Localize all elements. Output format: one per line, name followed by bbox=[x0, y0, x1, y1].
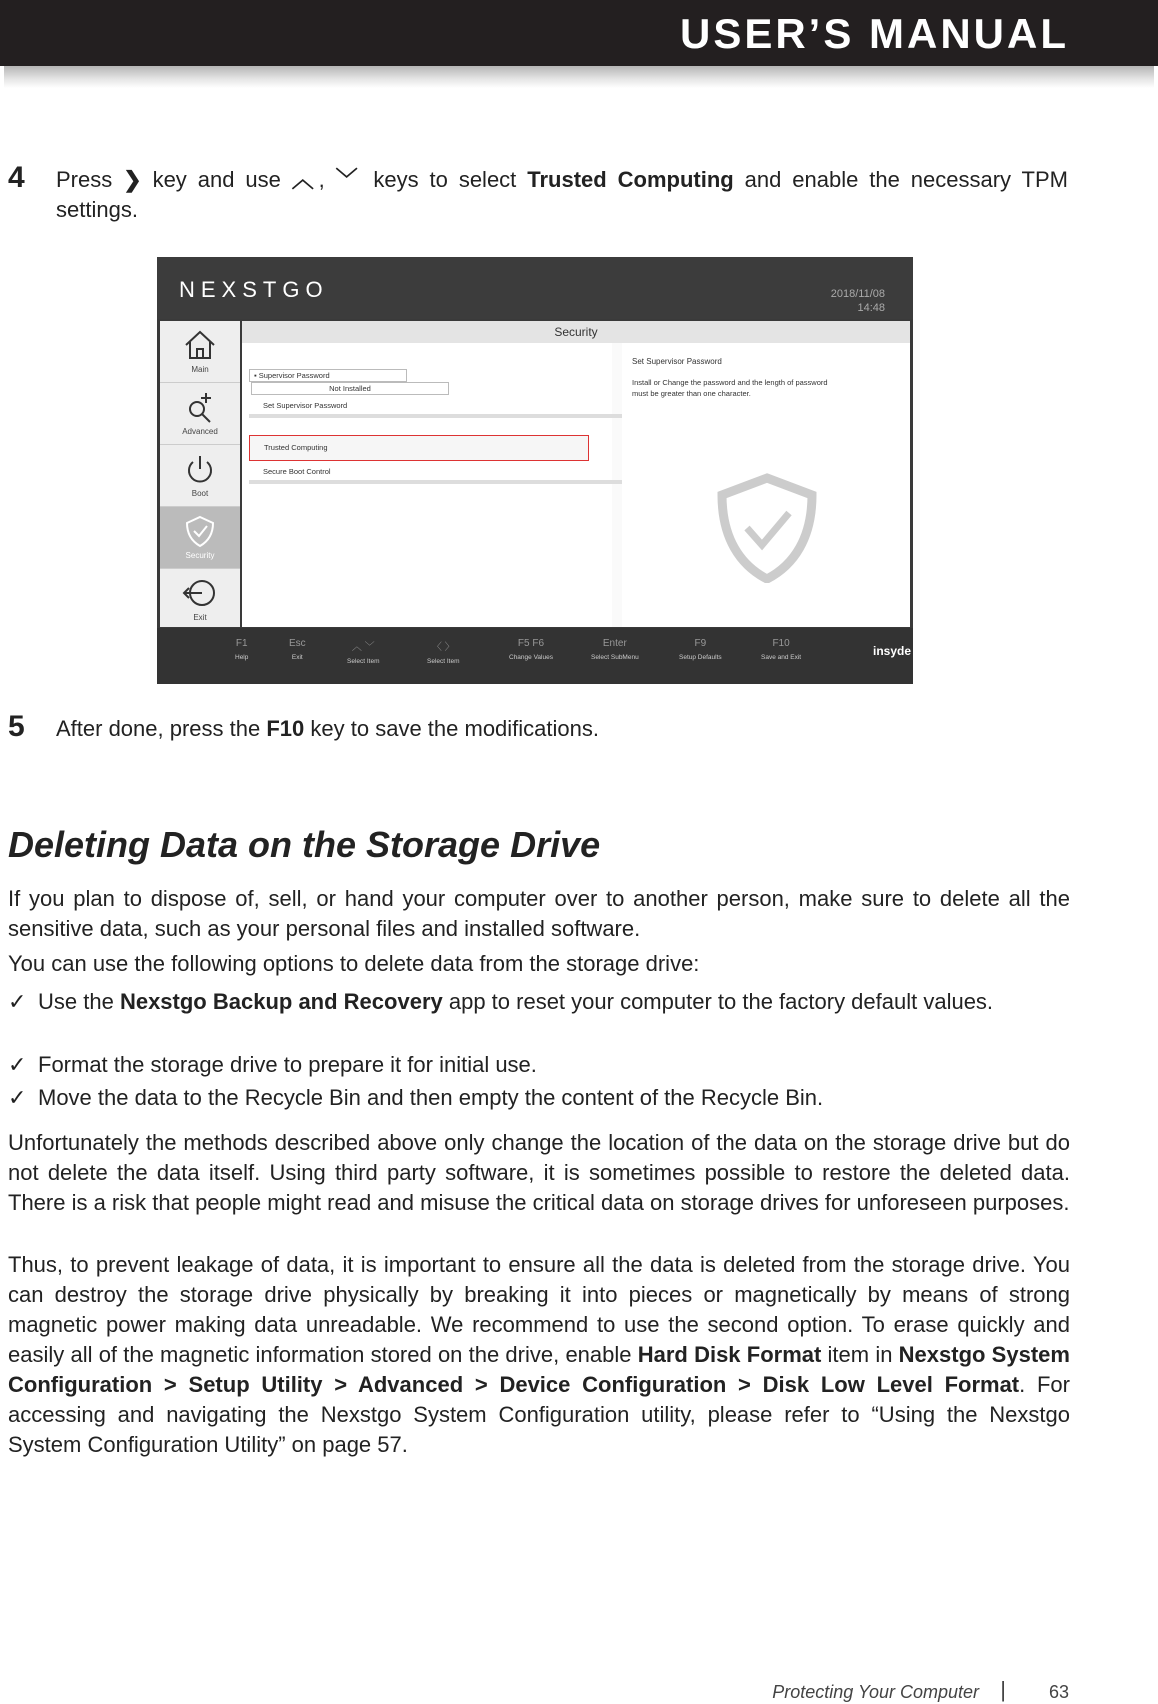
key-name: Esc bbox=[289, 638, 306, 649]
trusted-computing-item[interactable]: Trusted Computing bbox=[249, 435, 589, 461]
key-label: Help bbox=[235, 654, 249, 661]
bios-sidebar bbox=[160, 321, 240, 627]
sidebar-item-label: Main bbox=[191, 365, 209, 374]
footer-separator: | bbox=[1000, 1677, 1006, 1702]
key-label: Save and Exit bbox=[761, 654, 802, 661]
sidebar-item-boot[interactable] bbox=[160, 445, 240, 507]
checklist-item-format bbox=[8, 1050, 1070, 1080]
paragraph-options: You can use the following options to delete data from the storage drive: bbox=[8, 951, 700, 976]
key-hint-f5-f6 bbox=[509, 638, 553, 661]
home-icon bbox=[160, 321, 240, 365]
key-label: Select Item bbox=[347, 658, 380, 665]
sidebar-item-label: Advanced bbox=[182, 427, 218, 436]
key-label: Change Values bbox=[509, 654, 553, 661]
step-number: 5 bbox=[8, 710, 25, 743]
step-comma: , bbox=[318, 167, 325, 192]
text-part: item in bbox=[827, 1342, 893, 1367]
section-heading: Deleting Data on the Storage Drive bbox=[8, 824, 601, 865]
down-arrow-icon: ﹀ bbox=[335, 167, 363, 192]
step-text bbox=[56, 714, 1068, 744]
right-arrow-icon: ❯ bbox=[123, 167, 142, 192]
step-text-part: key and use bbox=[152, 167, 281, 192]
backup-app-term: Nexstgo Backup and Recovery bbox=[119, 989, 443, 1014]
step-text bbox=[56, 165, 1068, 225]
supervisor-password-row bbox=[249, 369, 609, 395]
checklist-text bbox=[38, 987, 1070, 1017]
key-name: F5 F6 bbox=[517, 638, 545, 649]
sidebar-item-label: Boot bbox=[191, 489, 209, 498]
power-icon bbox=[160, 445, 240, 489]
supervisor-password-label: ▪ Supervisor Password bbox=[249, 369, 407, 382]
advanced-icon bbox=[160, 383, 240, 427]
page-footer bbox=[0, 1670, 1158, 1700]
footer-section-title: Protecting Your Computer bbox=[772, 1682, 979, 1702]
up-arrow-icon: ︿ bbox=[291, 167, 319, 192]
step-5 bbox=[8, 710, 1068, 744]
step-text-part: keys to select bbox=[373, 167, 517, 192]
bios-main-pane bbox=[242, 321, 910, 627]
security-shield-icon bbox=[712, 473, 822, 583]
sidebar-item-exit[interactable] bbox=[160, 569, 240, 630]
row-label: Supervisor Password bbox=[258, 371, 330, 380]
key-name: ︿ ﹀ bbox=[351, 642, 375, 653]
checklist-item-recycle bbox=[8, 1083, 1070, 1113]
trusted-computing-term: Trusted Computing bbox=[527, 167, 734, 192]
exit-icon bbox=[160, 569, 240, 613]
hard-disk-format-term: Hard Disk Format bbox=[637, 1342, 822, 1367]
check-icon: ✓ bbox=[8, 1052, 27, 1077]
check-icon: ✓ bbox=[8, 1085, 27, 1110]
bios-footer bbox=[157, 628, 913, 684]
key-label: Select Item bbox=[427, 658, 460, 665]
key-name: F10 bbox=[772, 638, 790, 649]
set-supervisor-password-item[interactable]: Set Supervisor Password bbox=[249, 401, 637, 418]
key-hint-up-down bbox=[347, 638, 380, 665]
header-title: USER’S MANUAL bbox=[679, 10, 1069, 57]
key-label: Setup Defaults bbox=[679, 654, 722, 661]
menu-path-term: Nexstgo System Configuration > Setup Utility > Advanced > Device Configuration > Disk Low Level Format bbox=[8, 1342, 1070, 1397]
paragraph-warning: Unfortunately the methods described above only change the location of the data on the storage drive but do not delete the data itself. Using third party software, it is sometimes possible to restore the deleted data. There is a risk that people might read and misuse the critical data on storage drives for unforeseen purposes. bbox=[8, 1130, 1070, 1215]
bios-time: 14:48 bbox=[857, 302, 885, 314]
manual-header bbox=[0, 0, 1158, 66]
sidebar-item-main[interactable] bbox=[160, 321, 240, 383]
key-hint-enter bbox=[591, 638, 639, 661]
insyde-logo: insyde bbox=[872, 644, 911, 658]
text-part: app to reset your computer to the factory default values. bbox=[448, 989, 994, 1014]
pane-title: Security bbox=[242, 321, 910, 343]
bios-datetime bbox=[831, 287, 885, 315]
step-text-part: After done, press the bbox=[56, 716, 261, 741]
text-part: Thus, to prevent leakage of data, it is important to ensure all the data is deleted from the storage drive. You can destroy the storage drive physically by breaking it into pieces or magnetically by means of strong magnetic power making data unreadable. We recommend to use the second option. To erase quickly and easily all of the magnetic information stored on the drive, enable bbox=[8, 1252, 1070, 1367]
key-hint-esc bbox=[289, 638, 306, 661]
key-name: 〈 〉 bbox=[431, 642, 455, 653]
help-body: Install or Change the password and the length of password must be greater than one character. bbox=[632, 378, 828, 398]
step-text-part: and enable the necessary TPM settings. bbox=[56, 167, 1068, 222]
check-icon: ✓ bbox=[8, 989, 27, 1014]
step-text-part: key to save the modifications. bbox=[310, 716, 599, 741]
sidebar-item-advanced[interactable] bbox=[160, 383, 240, 445]
page-number: 63 bbox=[1048, 1682, 1069, 1702]
key-label: Exit bbox=[291, 654, 303, 661]
help-title: Set Supervisor Password bbox=[632, 357, 722, 366]
secure-boot-control-item[interactable]: Secure Boot Control bbox=[249, 467, 637, 484]
sidebar-item-security[interactable] bbox=[160, 507, 240, 569]
bios-top-bar bbox=[157, 257, 913, 319]
f10-key-term: F10 bbox=[266, 716, 305, 741]
bios-help-panel bbox=[622, 343, 910, 627]
bios-date: 2018/11/08 bbox=[830, 288, 885, 300]
key-hint-left-right bbox=[427, 638, 460, 665]
sidebar-item-label: Exit bbox=[193, 613, 207, 622]
key-hint-f10 bbox=[761, 638, 801, 661]
checklist-text: Move the data to the Recycle Bin and then empty the content of the Recycle Bin. bbox=[38, 1085, 824, 1110]
key-name: F9 bbox=[694, 638, 707, 649]
key-hint-f9 bbox=[679, 638, 722, 661]
key-name: Enter bbox=[602, 638, 627, 649]
text-part: . For accessing and navigating the Nexstgo System Configuration utility, please refer to “Using the Nexstgo System Configuration Utility” on page 57. bbox=[8, 1372, 1070, 1457]
checklist-item-backup bbox=[8, 987, 1070, 1017]
key-name: F1 bbox=[235, 638, 248, 649]
paragraph-recommendation bbox=[8, 1250, 1070, 1460]
step-4 bbox=[8, 161, 1068, 225]
bios-screenshot bbox=[157, 257, 913, 684]
step-number: 4 bbox=[8, 161, 25, 194]
bios-settings-list bbox=[242, 343, 612, 627]
key-hint-f1 bbox=[235, 638, 248, 661]
paragraph-intro: If you plan to dispose of, sell, or hand your computer over to another person, make sure to delete all the sensitive data, such as your personal files and installed software. bbox=[8, 886, 1070, 941]
sidebar-item-label: Security bbox=[185, 551, 215, 560]
key-label: Select SubMenu bbox=[591, 654, 639, 661]
supervisor-password-value: Not Installed bbox=[251, 382, 449, 395]
nexstgo-logo: NEXSTGO bbox=[179, 277, 329, 302]
shield-icon bbox=[160, 507, 240, 551]
checklist-text: Format the storage drive to prepare it for initial use. bbox=[38, 1052, 537, 1077]
text-part: Use the bbox=[38, 989, 114, 1014]
step-text-part: Press bbox=[56, 167, 113, 192]
header-shadow bbox=[4, 66, 1154, 88]
